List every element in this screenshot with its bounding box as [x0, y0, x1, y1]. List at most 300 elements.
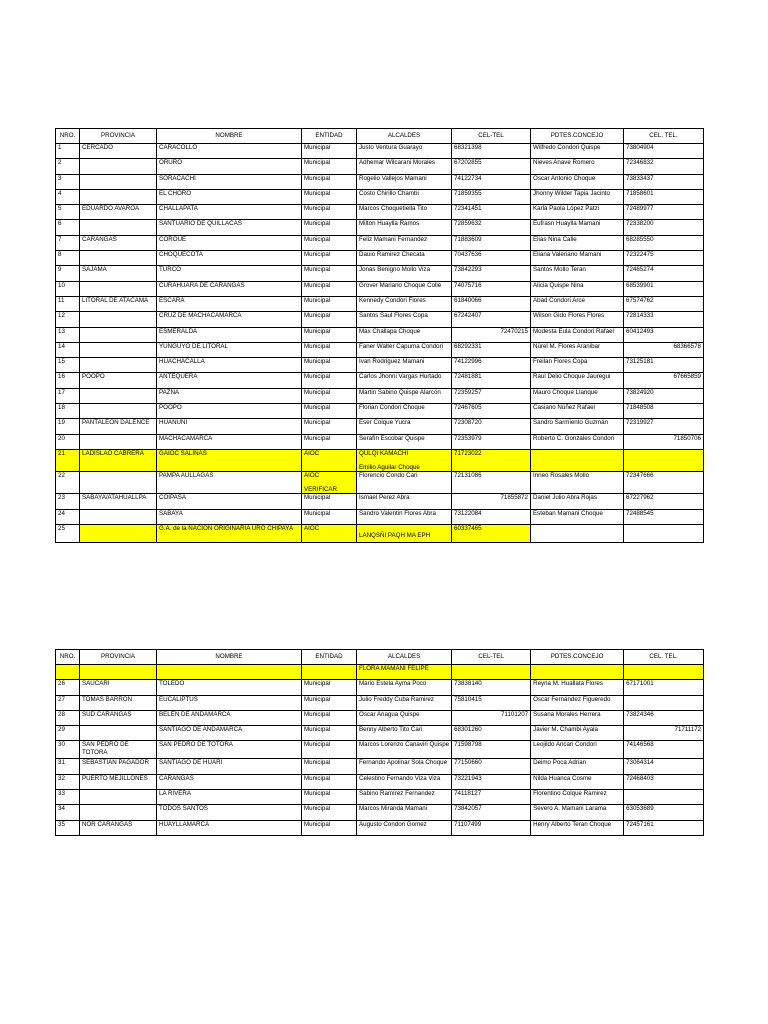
table-row [56, 680, 704, 695]
cell-pdtes-text: Nilda Huanca Cosme [533, 774, 592, 782]
cell-pdtes-text: Alicia Quispe Nina [533, 281, 584, 289]
cell-alcalde-text: Adhemar Wilcarani Morales [359, 159, 435, 167]
cell-pdtes-text: Freilan Flores Copa [533, 358, 588, 366]
cell-entidad-text: Municipal [304, 266, 331, 274]
cell-cel-tel-2-text: 73824346 [626, 710, 654, 718]
cell-provincia-text: SAUCARI [82, 680, 110, 688]
table-row [56, 220, 704, 235]
header-cel-tel-2: CEL. TEL. [624, 650, 704, 665]
cell-nombre [157, 726, 302, 741]
cell-alcalde [357, 805, 452, 820]
cell-nro [56, 281, 80, 296]
cell-entidad [302, 710, 357, 725]
cell-cel-tel-2 [624, 174, 704, 189]
cell-cel-tel-2-text: 60412493 [626, 327, 654, 335]
cell-alcalde [357, 296, 452, 311]
table-row [56, 373, 704, 388]
cell-alcalde [357, 373, 452, 388]
cell-pdtes [531, 144, 624, 159]
cell-pdtes [531, 665, 624, 680]
cell-alcalde [357, 472, 452, 494]
cell-pdtes [531, 472, 624, 494]
cell-provincia [80, 220, 157, 235]
cell-nombre [157, 494, 302, 509]
cell-pdtes-text: Deimo Poca Adrian [533, 759, 587, 767]
cell-alcalde [357, 159, 452, 174]
cell-nro-text: 5 [58, 205, 62, 213]
cell-alcalde-text: Ismael Perez Abra [359, 494, 410, 502]
cell-alcalde-second-line: Emilio Aguilar Choque [359, 464, 420, 472]
cell-pdtes-text: Casiano Núñez Rafael [533, 404, 595, 412]
table-row [56, 726, 704, 741]
cell-entidad-text: Municipal [304, 281, 331, 289]
cell-nombre [157, 741, 302, 759]
cell-alcalde-text: Ivan Rodriguez Mamani [359, 358, 425, 366]
cell-entidad-text: Municipal [304, 820, 331, 828]
cell-entidad [302, 680, 357, 695]
cell-cel-tel-2-text: 73824920 [626, 388, 654, 396]
cell-nombre [157, 680, 302, 695]
cell-cel-tel-2-text: 67171001 [626, 680, 654, 688]
cell-nombre-text: COIPASA [159, 494, 187, 502]
cell-cel-tel-2 [624, 205, 704, 220]
cell-provincia-text: POOPO [82, 373, 105, 381]
table-row-highlight [56, 665, 704, 680]
table-row [56, 174, 704, 189]
cell-nombre-text: HUANUNI [159, 419, 188, 427]
cell-nombre [157, 710, 302, 725]
cell-nombre-text: GAIOC SALINAS [159, 449, 207, 457]
cell-provincia-text: SAN PEDRO DE TOTORA [82, 741, 129, 756]
cell-nro [56, 790, 80, 805]
cell-cel-tel-text: 73838140 [454, 680, 482, 688]
cell-entidad-text: Municipal [304, 358, 331, 366]
cell-cel-tel-2-text: 68539901 [626, 281, 654, 289]
cell-nro [56, 266, 80, 281]
cell-nro [56, 472, 80, 494]
cell-cel-tel-text: 71107499 [454, 820, 482, 828]
cell-cel-tel-text: 71598798 [454, 741, 482, 749]
cell-cel-tel-2-text: 67227962 [626, 494, 654, 502]
cell-cel-tel-2-text: 71711172 [674, 726, 702, 734]
cell-alcalde [357, 266, 452, 281]
cell-entidad-text: AIOC [304, 525, 320, 533]
cell-cel-tel-text: 73842057 [454, 805, 482, 813]
cell-nro-text: 29 [58, 726, 65, 734]
cell-provincia [80, 710, 157, 725]
cell-entidad [302, 159, 357, 174]
cell-alcalde-text: LANQSÑI PAQH MA EPH [359, 532, 431, 540]
cell-nombre [157, 281, 302, 296]
cell-alcalde-text: Serafín Escobar Quispe [359, 434, 425, 442]
cell-alcalde [357, 327, 452, 342]
cell-nombre-text: CHALLAPATA [159, 205, 198, 213]
cell-cel-tel-text: 68292331 [454, 342, 482, 350]
cell-cel-tel-2 [624, 449, 704, 471]
cell-pdtes [531, 327, 624, 342]
cell-nombre-text: YUNGUYO DE LITORAL [159, 342, 228, 350]
cell-alcalde-text: Dauio Ramirez Checata [359, 251, 425, 259]
cell-provincia-text: SEBASTIAN PAGADOR [82, 759, 149, 767]
cell-nro [56, 189, 80, 204]
cell-pdtes-text: Santos Mollo Teran [533, 266, 586, 274]
cell-alcalde [357, 281, 452, 296]
cell-nombre [157, 205, 302, 220]
cell-nro-text: 16 [58, 373, 65, 381]
cell-cel-tel-text: 71101207 [501, 710, 529, 718]
cell-nombre [157, 805, 302, 820]
cell-cel-tel [452, 388, 531, 403]
cell-nro [56, 774, 80, 789]
cell-cel-tel-2 [624, 494, 704, 509]
cell-nombre [157, 695, 302, 710]
cell-pdtes [531, 434, 624, 449]
header-nro: NRO. [56, 650, 80, 665]
cell-entidad-text: Municipal [304, 404, 331, 412]
table-row [56, 159, 704, 174]
cell-entidad-text: AIOC [304, 472, 320, 480]
cell-cel-tel-2-text: 71848508 [626, 404, 654, 412]
cell-alcalde [357, 189, 452, 204]
cell-nro-text: 1 [58, 144, 62, 151]
cell-entidad [302, 774, 357, 789]
cell-cel-tel [452, 759, 531, 774]
cell-cel-tel [452, 358, 531, 373]
cell-cel-tel-2-text: 72465274 [626, 266, 654, 274]
cell-alcalde-text: Florian Condori Choque [359, 404, 425, 412]
header-nombre: NOMBRE [157, 129, 302, 144]
cell-nombre-text: HUACHACALLA [159, 358, 205, 366]
cell-nombre-text: SORACACHI [159, 174, 196, 182]
table-row [56, 790, 704, 805]
table-row [56, 525, 704, 543]
cell-nro-text: 2 [58, 159, 62, 167]
cell-nro [56, 296, 80, 311]
cell-cel-tel-text: 72470215 [500, 327, 528, 335]
cell-pdtes [531, 189, 624, 204]
cell-cel-tel [452, 434, 531, 449]
cell-nro-text: 21 [58, 449, 65, 457]
cell-nombre-text: CRUZ DE MACHACAMARCA [159, 312, 242, 320]
cell-cel-tel-2-text: 72488545 [626, 509, 654, 517]
cell-nombre [157, 509, 302, 524]
cell-nro-text: 14 [58, 342, 65, 350]
cell-nro-text: 22 [58, 472, 65, 480]
cell-alcalde [357, 525, 452, 543]
header-pdtes-concejo: PDTES.CONCEJO [531, 129, 624, 144]
cell-entidad [302, 434, 357, 449]
cell-provincia [80, 805, 157, 820]
cell-alcalde [357, 710, 452, 725]
table-row [56, 266, 704, 281]
cell-entidad [302, 665, 357, 680]
cell-cel-tel [452, 281, 531, 296]
cell-nro-text: 30 [58, 741, 65, 749]
cell-provincia [80, 741, 157, 759]
cell-entidad [302, 509, 357, 524]
cell-entidad [302, 695, 357, 710]
cell-provincia [80, 373, 157, 388]
cell-entidad-text: Municipal [304, 174, 331, 182]
cell-pdtes-text: Mauro Choque Llanque [533, 388, 598, 396]
cell-cel-tel [452, 144, 531, 159]
cell-nro-text: 27 [58, 695, 65, 703]
cell-pdtes [531, 525, 624, 543]
cell-nombre [157, 373, 302, 388]
cell-nro [56, 419, 80, 434]
cell-cel-tel-2 [624, 774, 704, 789]
cell-pdtes-text: Abad Condori Arce [533, 296, 585, 304]
cell-pdtes [531, 388, 624, 403]
cell-cel-tel-2 [624, 251, 704, 266]
cell-cel-tel-text: 72359257 [454, 388, 482, 396]
cell-nombre-text: ANTEQUERA [159, 373, 198, 381]
cell-cel-tel-2 [624, 281, 704, 296]
cell-entidad-text: Municipal [304, 159, 331, 167]
cell-cel-tel-text: 68301260 [454, 726, 482, 734]
cell-alcalde-text: Justo Ventura Guarayo [359, 144, 423, 151]
cell-provincia [80, 281, 157, 296]
cell-alcalde [357, 434, 452, 449]
header-nro: NRO. [56, 129, 80, 144]
cell-pdtes [531, 509, 624, 524]
cell-entidad-text: Municipal [304, 205, 331, 213]
cell-pdtes-text: Severo A. Mamani Larama [533, 805, 607, 813]
cell-alcalde [357, 205, 452, 220]
cell-pdtes [531, 220, 624, 235]
cell-cel-tel [452, 472, 531, 494]
cell-cel-tel-2 [624, 327, 704, 342]
cell-cel-tel-2 [624, 296, 704, 311]
cell-nombre [157, 774, 302, 789]
cell-pdtes [531, 281, 624, 296]
cell-nro-text: 7 [58, 235, 62, 243]
cell-cel-tel-2-text: 71858601 [626, 189, 654, 197]
cell-cel-tel-text: 72308720 [454, 419, 482, 427]
cell-cel-tel [452, 419, 531, 434]
cell-cel-tel [452, 525, 531, 543]
cell-cel-tel-text: 72131086 [454, 472, 482, 480]
cell-entidad [302, 820, 357, 835]
cell-entidad-text: Municipal [304, 388, 331, 396]
table-row [56, 741, 704, 759]
cell-cel-tel [452, 373, 531, 388]
cell-alcalde [357, 388, 452, 403]
cell-nro [56, 726, 80, 741]
cell-nro-text: 34 [58, 805, 65, 813]
table-row [56, 434, 704, 449]
cell-entidad [302, 144, 357, 159]
cell-cel-tel-2-text: 72338200 [626, 220, 654, 228]
cell-alcalde-text: Oscar Anagua Quispe [359, 710, 420, 718]
cell-nombre-text: PAMPA AULLAGAS [159, 472, 214, 480]
cell-cel-tel-text: 71723022 [454, 449, 482, 457]
cell-alcalde [357, 774, 452, 789]
cell-nombre [157, 220, 302, 235]
cell-provincia [80, 680, 157, 695]
cell-nombre [157, 342, 302, 357]
cell-provincia-text: TOMAS BARRON [82, 695, 133, 703]
table-row [56, 327, 704, 342]
header-alcaldes: ALCALDES [357, 650, 452, 665]
cell-nro [56, 388, 80, 403]
cell-nombre [157, 820, 302, 835]
cell-pdtes [531, 296, 624, 311]
cell-provincia [80, 509, 157, 524]
cell-nombre-text: SABAYA [159, 509, 183, 517]
table-row [56, 296, 704, 311]
cell-cel-tel [452, 235, 531, 250]
cell-alcalde [357, 695, 452, 710]
cell-nro-text: 25 [58, 525, 65, 533]
cell-alcalde-text: Sandro Valentin Flores Abra [359, 509, 436, 517]
table-row [56, 419, 704, 434]
cell-nro-text: 3 [58, 174, 62, 182]
cell-nombre-text: TURCO [159, 266, 181, 274]
cell-nombre [157, 266, 302, 281]
cell-cel-tel-text: 60337465 [454, 525, 482, 533]
table-row [56, 358, 704, 373]
cell-alcalde [357, 144, 452, 159]
cell-nombre-text: ESCARA [159, 296, 185, 304]
cell-alcalde-text: Santos Saul Flores Copa [359, 312, 428, 320]
cell-nombre [157, 327, 302, 342]
cell-provincia-text: CARANGAS [82, 235, 117, 243]
cell-nro [56, 404, 80, 419]
cell-cel-tel-text: 61840066 [454, 296, 482, 304]
cell-entidad-text: Municipal [304, 235, 331, 243]
cell-cel-tel-2-text: 67665859 [673, 373, 701, 381]
cell-nro [56, 509, 80, 524]
cell-cel-tel-text: 74122734 [454, 174, 482, 182]
cell-pdtes [531, 741, 624, 759]
cell-nombre-text: CHOQUECOTA [159, 251, 203, 259]
cell-alcalde-text: Milton Huaylla Ramos [359, 220, 420, 228]
cell-cel-tel-2 [624, 680, 704, 695]
cell-nombre-text: LA RIVERA [159, 790, 191, 798]
cell-cel-tel-text: 73221943 [454, 774, 482, 782]
cell-cel-tel [452, 774, 531, 789]
cell-nombre-text: COROUE [159, 235, 187, 243]
cell-alcalde-text: Fernando Apolinar Sola Choque [359, 759, 448, 767]
cell-nombre-text: MACHACAMARCA [159, 434, 213, 442]
cell-nombre [157, 404, 302, 419]
cell-cel-tel-text: 71883609 [454, 235, 482, 243]
cell-cel-tel [452, 695, 531, 710]
cell-cel-tel-2-text: 74146568 [626, 741, 654, 749]
cell-cel-tel-2-text: 72814333 [626, 312, 654, 320]
cell-cel-tel [452, 494, 531, 509]
cell-cel-tel-2 [624, 525, 704, 543]
cell-cel-tel-2 [624, 820, 704, 835]
table-row [56, 205, 704, 220]
cell-entidad-text: Municipal [304, 419, 331, 427]
cell-alcalde-text: Faner Walter Capuma Condori [359, 342, 444, 350]
cell-alcalde-text: Mario Estela Ayma Poco [359, 680, 427, 688]
cell-nro-text: 8 [58, 251, 62, 259]
header-cel-tel: CEL-TEL [452, 129, 531, 144]
cell-nombre [157, 419, 302, 434]
cell-alcalde [357, 174, 452, 189]
cell-provincia [80, 790, 157, 805]
table-row [56, 759, 704, 774]
cell-nombre [157, 790, 302, 805]
cell-cel-tel-2 [624, 388, 704, 403]
cell-alcalde-text: Marcos Lorenzo Canaviri Quispe [359, 741, 450, 749]
cell-cel-tel-2-text: 73064314 [626, 759, 654, 767]
cell-nombre [157, 235, 302, 250]
header-entidad: ENTIDAD [302, 129, 357, 144]
cell-entidad [302, 494, 357, 509]
cell-provincia [80, 159, 157, 174]
cell-alcalde-text: Martin Sabino Quispe Alarcón [359, 388, 441, 396]
cell-pdtes-text: Sandro Sarmiento Guzmán [533, 419, 608, 427]
cell-alcalde-text: Rogelio Vallejos Mamani [359, 174, 427, 182]
cell-pdtes-text: Roberto C. Gonzales Condori [533, 434, 615, 442]
cell-pdtes-text: Nürel M. Flores Aranibar [533, 342, 601, 350]
cell-cel-tel [452, 509, 531, 524]
cell-provincia-text: SAJAMA [82, 266, 107, 274]
table-row [56, 189, 704, 204]
cell-cel-tel-2 [624, 144, 704, 159]
cell-pdtes-text: Eliana Valeriano Mamani [533, 251, 602, 259]
cell-entidad-text: Municipal [304, 710, 331, 718]
cell-pdtes-text: Jhonny Wilder Tapia Jacinto [533, 189, 610, 197]
cell-alcalde [357, 741, 452, 759]
cell-nro [56, 373, 80, 388]
cell-cel-tel-text: 72341451 [454, 205, 482, 213]
cell-pdtes-text: Eufrasn Huaylla Mamani [533, 220, 601, 228]
cell-alcalde [357, 312, 452, 327]
cell-entidad [302, 419, 357, 434]
cell-nombre [157, 434, 302, 449]
cell-nombre-text: PAZÑA [159, 388, 180, 396]
cell-nro-text: 31 [58, 759, 65, 767]
cell-cel-tel-2 [624, 358, 704, 373]
cell-provincia-text: PANTALEON DALENCE [82, 419, 150, 427]
cell-cel-tel-text: 75810415 [454, 695, 482, 703]
cell-entidad [302, 296, 357, 311]
cell-alcalde [357, 726, 452, 741]
table-header-row [56, 129, 704, 144]
cell-entidad [302, 805, 357, 820]
cell-provincia [80, 774, 157, 789]
cell-nombre-text: TOLEDO [159, 680, 185, 688]
cell-nombre-text: CARACOLLO [159, 144, 198, 151]
cell-alcalde [357, 820, 452, 835]
cell-cel-tel-2-text: 72468403 [626, 774, 654, 782]
cell-nro [56, 358, 80, 373]
cell-entidad [302, 790, 357, 805]
header-alcaldes: ALCALDES [357, 129, 452, 144]
cell-nombre-text: G.A. de la NACION ORIGINARIA URO CHIPAYA [159, 525, 294, 533]
cell-entidad-text: Municipal [304, 342, 331, 350]
cell-cel-tel-2 [624, 312, 704, 327]
cell-cel-tel [452, 820, 531, 835]
cell-entidad-text: Municipal [304, 680, 331, 688]
table-row [56, 235, 704, 250]
cell-cel-tel [452, 312, 531, 327]
cell-nro-text: 13 [58, 327, 65, 335]
cell-entidad-text: Municipal [304, 189, 331, 197]
cell-alcalde [357, 220, 452, 235]
cell-pdtes [531, 494, 624, 509]
table-header-row [56, 650, 704, 665]
cell-nombre [157, 665, 302, 680]
cell-entidad-text: Municipal [304, 741, 331, 749]
cell-provincia [80, 759, 157, 774]
cell-nro-text: 10 [58, 281, 65, 289]
